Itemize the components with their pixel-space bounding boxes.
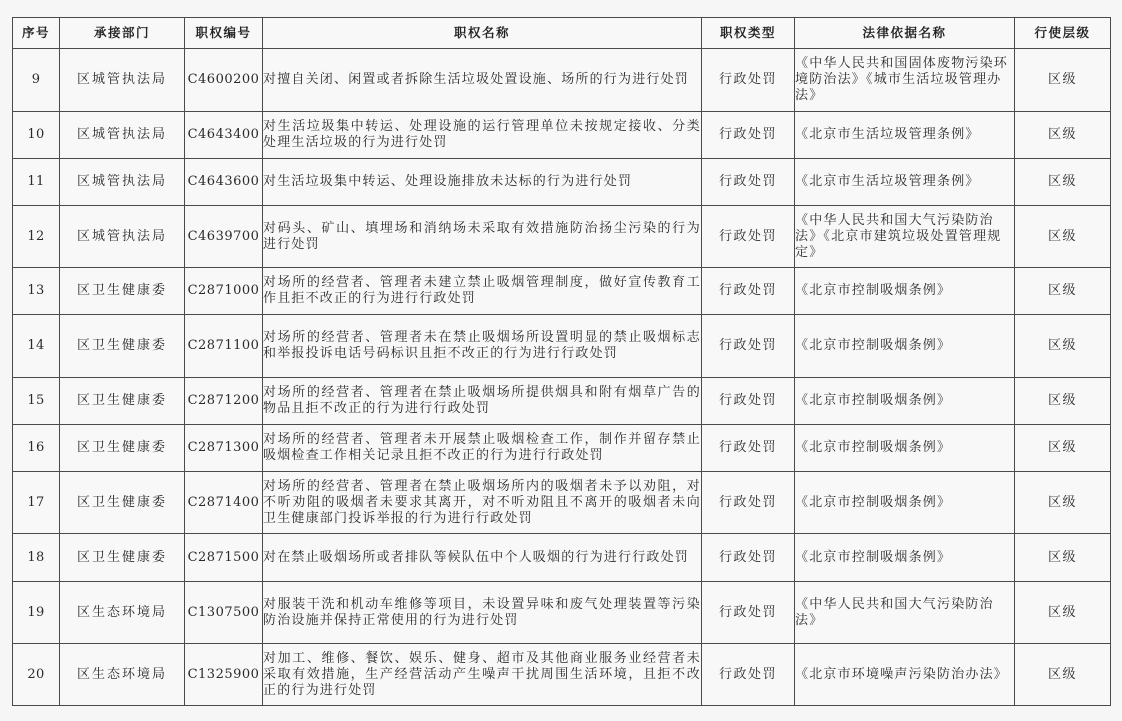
cell-law: 《中华人民共和国大气污染防治法》《北京市建筑垃圾处置管理规定》: [795, 206, 1015, 268]
cell-name: 对生活垃圾集中转运、处理设施排放未达标的行为进行处罚: [263, 159, 702, 206]
table-row: [13, 472, 1111, 534]
cell-name: 对擅自关闭、闲置或者拆除生活垃圾处置设施、场所的行为进行处罚: [263, 49, 702, 112]
header-seq: 序号: [13, 18, 60, 49]
cell-seq: 19: [13, 582, 60, 644]
cell-code: C4639700: [185, 206, 263, 268]
cell-department: 区卫生健康委: [60, 472, 185, 534]
cell-seq: 9: [13, 49, 60, 112]
cell-law: 《中华人民共和国大气污染防治法》: [795, 582, 1015, 644]
cell-seq: 15: [13, 378, 60, 425]
cell-level: 区级: [1015, 268, 1111, 315]
cell-type: 行政处罚: [702, 112, 795, 159]
cell-code: C2871000: [185, 268, 263, 315]
cell-law: 《中华人民共和国固体废物污染环境防治法》《城市生活垃圾管理办法》: [795, 49, 1015, 112]
header-law: 法律依据名称: [795, 18, 1015, 49]
cell-level: 区级: [1015, 206, 1111, 268]
cell-level: 区级: [1015, 425, 1111, 472]
table-row: [13, 582, 1111, 644]
cell-law: 《北京市生活垃圾管理条例》: [795, 112, 1015, 159]
table-row: [13, 268, 1111, 315]
cell-name: 对场所的经营者、管理者未建立禁止吸烟管理制度，做好宣传教育工作且拒不改正的行为进行行政处罚: [263, 268, 702, 315]
cell-name: 对服装干洗和机动车维修等项目，未设置异味和废气处理装置等污染防治设施并保持正常使用的行为进行处罚: [263, 582, 702, 644]
cell-seq: 11: [13, 159, 60, 206]
cell-seq: 18: [13, 534, 60, 582]
cell-department: 区卫生健康委: [60, 378, 185, 425]
table-row: [13, 534, 1111, 582]
cell-law: 《北京市控制吸烟条例》: [795, 472, 1015, 534]
cell-code: C4643600: [185, 159, 263, 206]
cell-seq: 16: [13, 425, 60, 472]
cell-name: 对场所的经营者、管理者未在禁止吸烟场所设置明显的禁止吸烟标志和举报投诉电话号码标识且拒不改正的行为进行行政处罚: [263, 315, 702, 378]
cell-department: 区生态环境局: [60, 582, 185, 644]
cell-department: 区卫生健康委: [60, 268, 185, 315]
table-row: [13, 644, 1111, 706]
header-name: 职权名称: [263, 18, 702, 49]
table-row: [13, 378, 1111, 425]
cell-code: C2871200: [185, 378, 263, 425]
cell-department: 区卫生健康委: [60, 534, 185, 582]
cell-level: 区级: [1015, 315, 1111, 378]
cell-code: C4600200: [185, 49, 263, 112]
cell-type: 行政处罚: [702, 378, 795, 425]
table-row: [13, 425, 1111, 472]
cell-type: 行政处罚: [702, 644, 795, 706]
cell-code: C4643400: [185, 112, 263, 159]
cell-level: 区级: [1015, 112, 1111, 159]
cell-name: 对场所的经营者、管理者在禁止吸烟场所提供烟具和附有烟草广告的物品且拒不改正的行为进行行政处罚: [263, 378, 702, 425]
cell-name: 对生活垃圾集中转运、处理设施的运行管理单位未按规定接收、分类处理生活垃圾的行为进行处罚: [263, 112, 702, 159]
header-level: 行使层级: [1015, 18, 1111, 49]
cell-law: 《北京市控制吸烟条例》: [795, 268, 1015, 315]
cell-level: 区级: [1015, 378, 1111, 425]
cell-seq: 10: [13, 112, 60, 159]
cell-name: 对场所的经营者、管理者在禁止吸烟场所内的吸烟者未予以劝阻，对不听劝阻的吸烟者未要求其离开，对不听劝阻且不离开的吸烟者未向卫生健康部门投诉举报的行为进行行政处罚: [263, 472, 702, 534]
cell-type: 行政处罚: [702, 315, 795, 378]
table-row: [13, 112, 1111, 159]
cell-code: C2871500: [185, 534, 263, 582]
cell-code: C2871400: [185, 472, 263, 534]
cell-code: C1325900: [185, 644, 263, 706]
header-code: 职权编号: [185, 18, 263, 49]
cell-law: 《北京市生活垃圾管理条例》: [795, 159, 1015, 206]
table-row: [13, 49, 1111, 112]
table-row: [13, 315, 1111, 378]
cell-code: C2871300: [185, 425, 263, 472]
header-row: [13, 18, 1111, 49]
cell-law: 《北京市控制吸烟条例》: [795, 315, 1015, 378]
cell-level: 区级: [1015, 534, 1111, 582]
cell-type: 行政处罚: [702, 582, 795, 644]
cell-law: 《北京市控制吸烟条例》: [795, 378, 1015, 425]
cell-type: 行政处罚: [702, 206, 795, 268]
cell-type: 行政处罚: [702, 425, 795, 472]
cell-department: 区城管执法局: [60, 206, 185, 268]
cell-law: 《北京市环境噪声污染防治办法》: [795, 644, 1015, 706]
cell-name: 对场所的经营者、管理者未开展禁止吸烟检查工作，制作并留存禁止吸烟检查工作相关记录且拒不改正的行为进行行政处罚: [263, 425, 702, 472]
table-row: [13, 159, 1111, 206]
cell-law: 《北京市控制吸烟条例》: [795, 534, 1015, 582]
cell-department: 区城管执法局: [60, 112, 185, 159]
cell-level: 区级: [1015, 159, 1111, 206]
cell-seq: 17: [13, 472, 60, 534]
cell-name: 对码头、矿山、填埋场和消纳场未采取有效措施防治扬尘污染的行为进行处罚: [263, 206, 702, 268]
cell-department: 区城管执法局: [60, 49, 185, 112]
powers-table: [12, 17, 1111, 706]
cell-type: 行政处罚: [702, 534, 795, 582]
cell-law: 《北京市控制吸烟条例》: [795, 425, 1015, 472]
cell-code: C2871100: [185, 315, 263, 378]
table-row: [13, 206, 1111, 268]
header-type: 职权类型: [702, 18, 795, 49]
cell-type: 行政处罚: [702, 472, 795, 534]
header-department: 承接部门: [60, 18, 185, 49]
cell-name: 对加工、维修、餐饮、娱乐、健身、超市及其他商业服务业经营者未采取有效措施，生产经营活动产生噪声干扰周围生活环境，且拒不改正的行为进行处罚: [263, 644, 702, 706]
cell-level: 区级: [1015, 49, 1111, 112]
cell-department: 区城管执法局: [60, 159, 185, 206]
cell-seq: 12: [13, 206, 60, 268]
cell-department: 区卫生健康委: [60, 425, 185, 472]
cell-type: 行政处罚: [702, 268, 795, 315]
cell-code: C1307500: [185, 582, 263, 644]
cell-seq: 13: [13, 268, 60, 315]
cell-type: 行政处罚: [702, 159, 795, 206]
cell-seq: 20: [13, 644, 60, 706]
cell-department: 区卫生健康委: [60, 315, 185, 378]
cell-name: 对在禁止吸烟场所或者排队等候队伍中个人吸烟的行为进行行政处罚: [263, 534, 702, 582]
cell-department: 区生态环境局: [60, 644, 185, 706]
cell-seq: 14: [13, 315, 60, 378]
cell-level: 区级: [1015, 644, 1111, 706]
cell-level: 区级: [1015, 582, 1111, 644]
cell-level: 区级: [1015, 472, 1111, 534]
cell-type: 行政处罚: [702, 49, 795, 112]
